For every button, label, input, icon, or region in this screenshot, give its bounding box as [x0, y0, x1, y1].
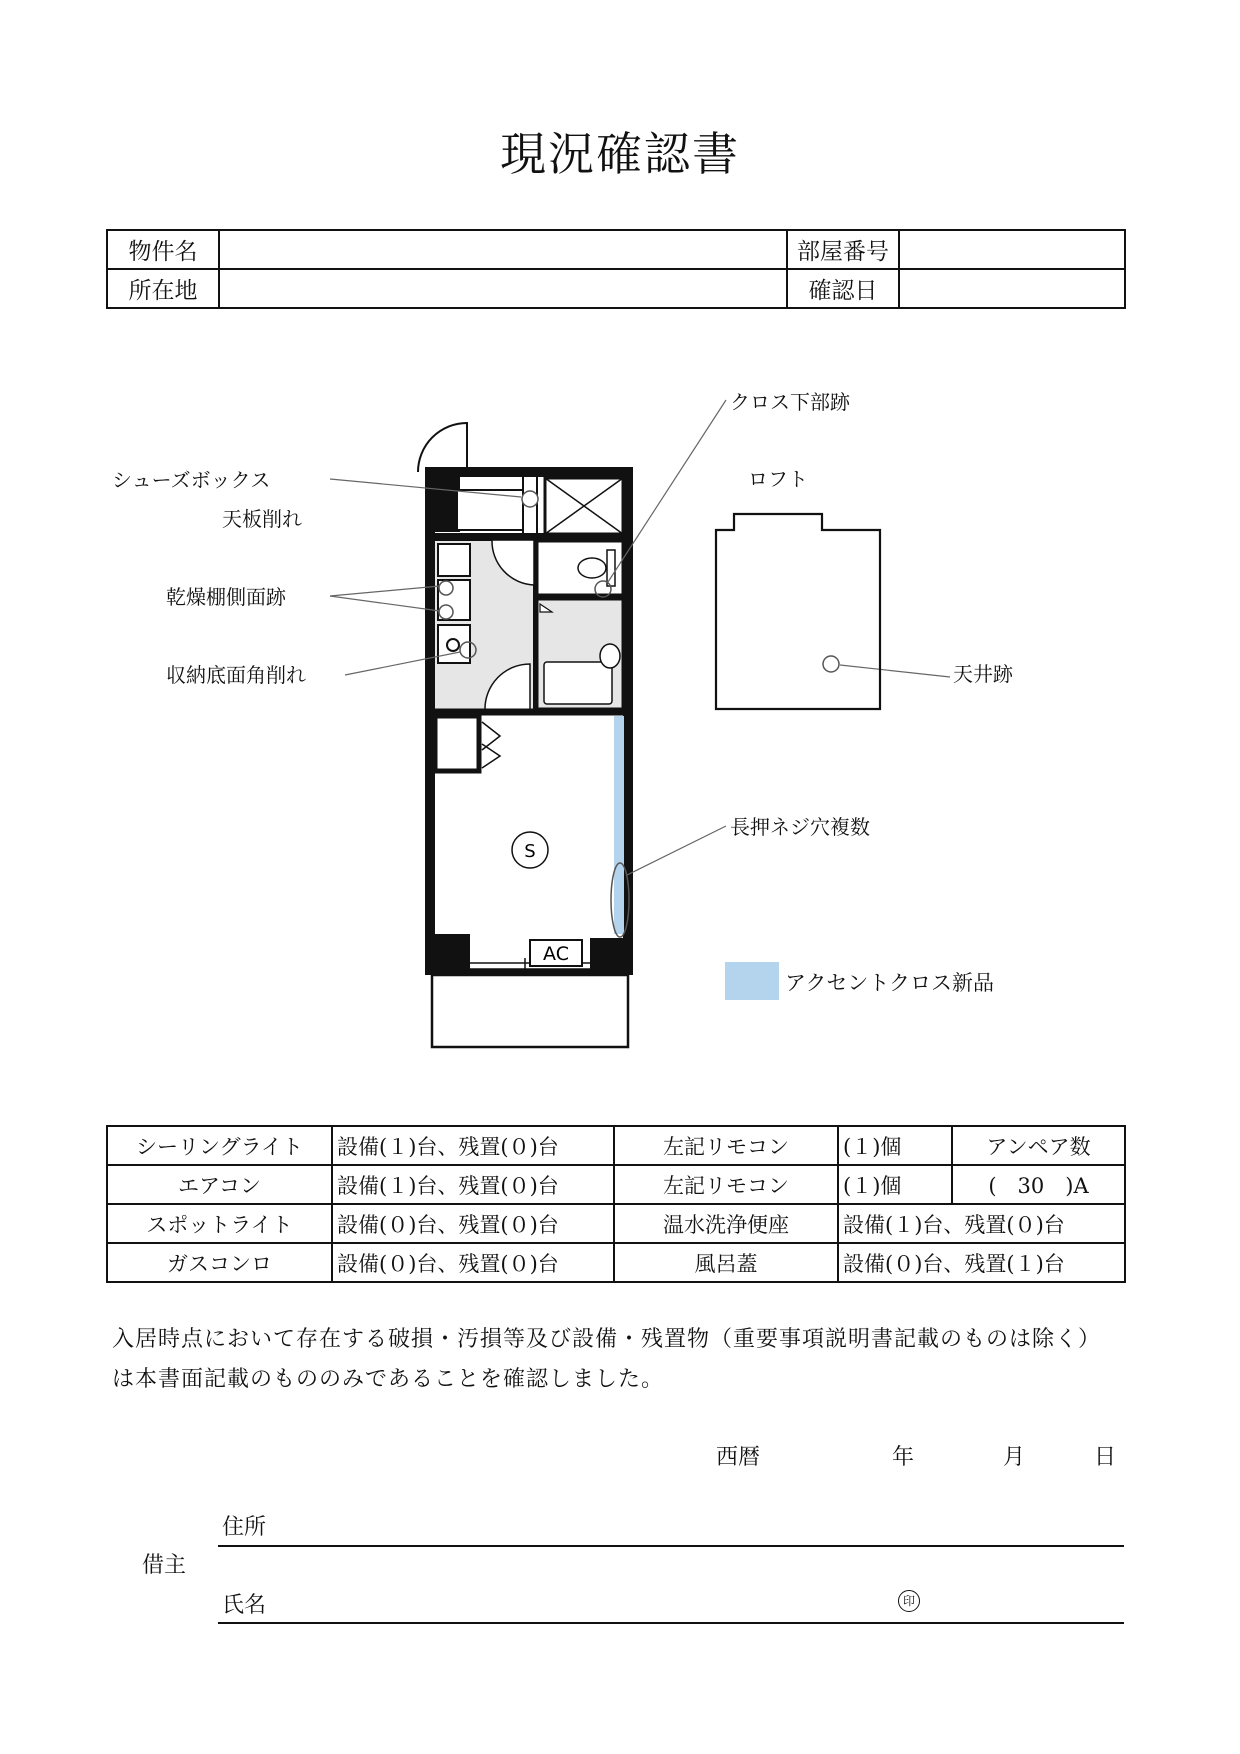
shoe-box-label: シューズボックス: [112, 468, 271, 492]
remote-count: (１)個: [838, 1126, 952, 1165]
table-row: [107, 1204, 1125, 1243]
address-label: 所在地: [107, 269, 219, 308]
equipment-table: [106, 1125, 1126, 1283]
equipment-status: 設備(１)台、残置(０)台: [838, 1204, 1125, 1243]
equipment-item: エアコン: [107, 1165, 332, 1204]
table-row: [107, 1165, 1125, 1204]
floor-plan: [0, 370, 1240, 1070]
equipment-item: 左記リモコン: [614, 1165, 838, 1204]
equipment-item: 左記リモコン: [614, 1126, 838, 1165]
tenant-label: 借主: [142, 1553, 187, 1578]
balcony: [432, 975, 628, 1047]
top-chipped-label: 天板削れ: [222, 507, 302, 531]
sprinkler-label: S: [524, 841, 536, 862]
ac-label: AC: [543, 943, 569, 965]
document-title: 現況確認書: [500, 127, 740, 181]
equipment-item: シーリングライト: [107, 1126, 332, 1165]
ceiling-mark-label: 天井跡: [953, 662, 1013, 686]
table-row: [107, 1243, 1125, 1282]
storage-chipped-label: 収納底面角削れ: [166, 663, 306, 687]
toilet-icon: [578, 558, 606, 578]
tenant-address-label: 住所: [222, 1515, 267, 1540]
screw-holes-label: 長押ネジ穴複数: [730, 815, 870, 839]
property-name-label: 物件名: [107, 230, 219, 269]
legend-label: アクセントクロス新品: [785, 971, 994, 995]
drying-rack-label: 乾燥棚側面跡: [166, 585, 286, 609]
date-era-label: 西暦: [716, 1445, 761, 1470]
loft-outline: [716, 514, 880, 709]
equipment-item: 温水洗浄便座: [614, 1204, 838, 1243]
bathtub-icon: [544, 662, 612, 704]
tenant-address-line[interactable]: [218, 1545, 1124, 1547]
equipment-status: 設備(１)台、残置(０)台: [332, 1165, 614, 1204]
accent-wall: [614, 716, 624, 934]
tenant-name-line[interactable]: [218, 1622, 1124, 1624]
equipment-status: 設備(０)台、残置(０)台: [332, 1243, 614, 1282]
equipment-status: 設備(０)台、残置(１)台: [838, 1243, 1125, 1282]
room-number-label: 部屋番号: [787, 230, 899, 269]
ampere-value: ( 30 )A: [952, 1165, 1125, 1204]
cloth-lower-label: クロス下部跡: [730, 390, 850, 414]
loft-label: ロフト: [748, 467, 808, 491]
remote-count: (１)個: [838, 1165, 952, 1204]
equipment-status: 設備(０)台、残置(０)台: [332, 1204, 614, 1243]
legend-swatch: [725, 962, 779, 1000]
property-info-table: [106, 229, 1126, 309]
property-name-field[interactable]: [219, 230, 787, 269]
date-day-label: 日: [1094, 1445, 1117, 1470]
equipment-status: 設備(１)台、残置(０)台: [332, 1126, 614, 1165]
equipment-item: 風呂蓋: [614, 1243, 838, 1282]
ampere-header: アンペア数: [952, 1126, 1125, 1165]
address-field[interactable]: [219, 269, 787, 308]
confirm-date-label: 確認日: [787, 269, 899, 308]
table-row: [107, 1126, 1125, 1165]
room-number-field[interactable]: [899, 230, 1125, 269]
closet: [435, 716, 479, 771]
date-month-label: 月: [1003, 1445, 1026, 1470]
equipment-item: ガスコンロ: [107, 1243, 332, 1282]
date-year-label: 年: [892, 1445, 915, 1470]
equipment-item: スポットライト: [107, 1204, 332, 1243]
seal-mark: 印: [898, 1590, 920, 1612]
confirm-date-field[interactable]: [899, 269, 1125, 308]
entry-door-icon: [418, 423, 467, 472]
confirmation-statement: 入居時点において存在する破損・汚損等及び設備・残置物（重要事項説明書記載のものは除く）は本書面記載のもののみであることを確認しました。: [112, 1327, 1102, 1392]
tenant-name-label: 氏名: [222, 1593, 267, 1618]
